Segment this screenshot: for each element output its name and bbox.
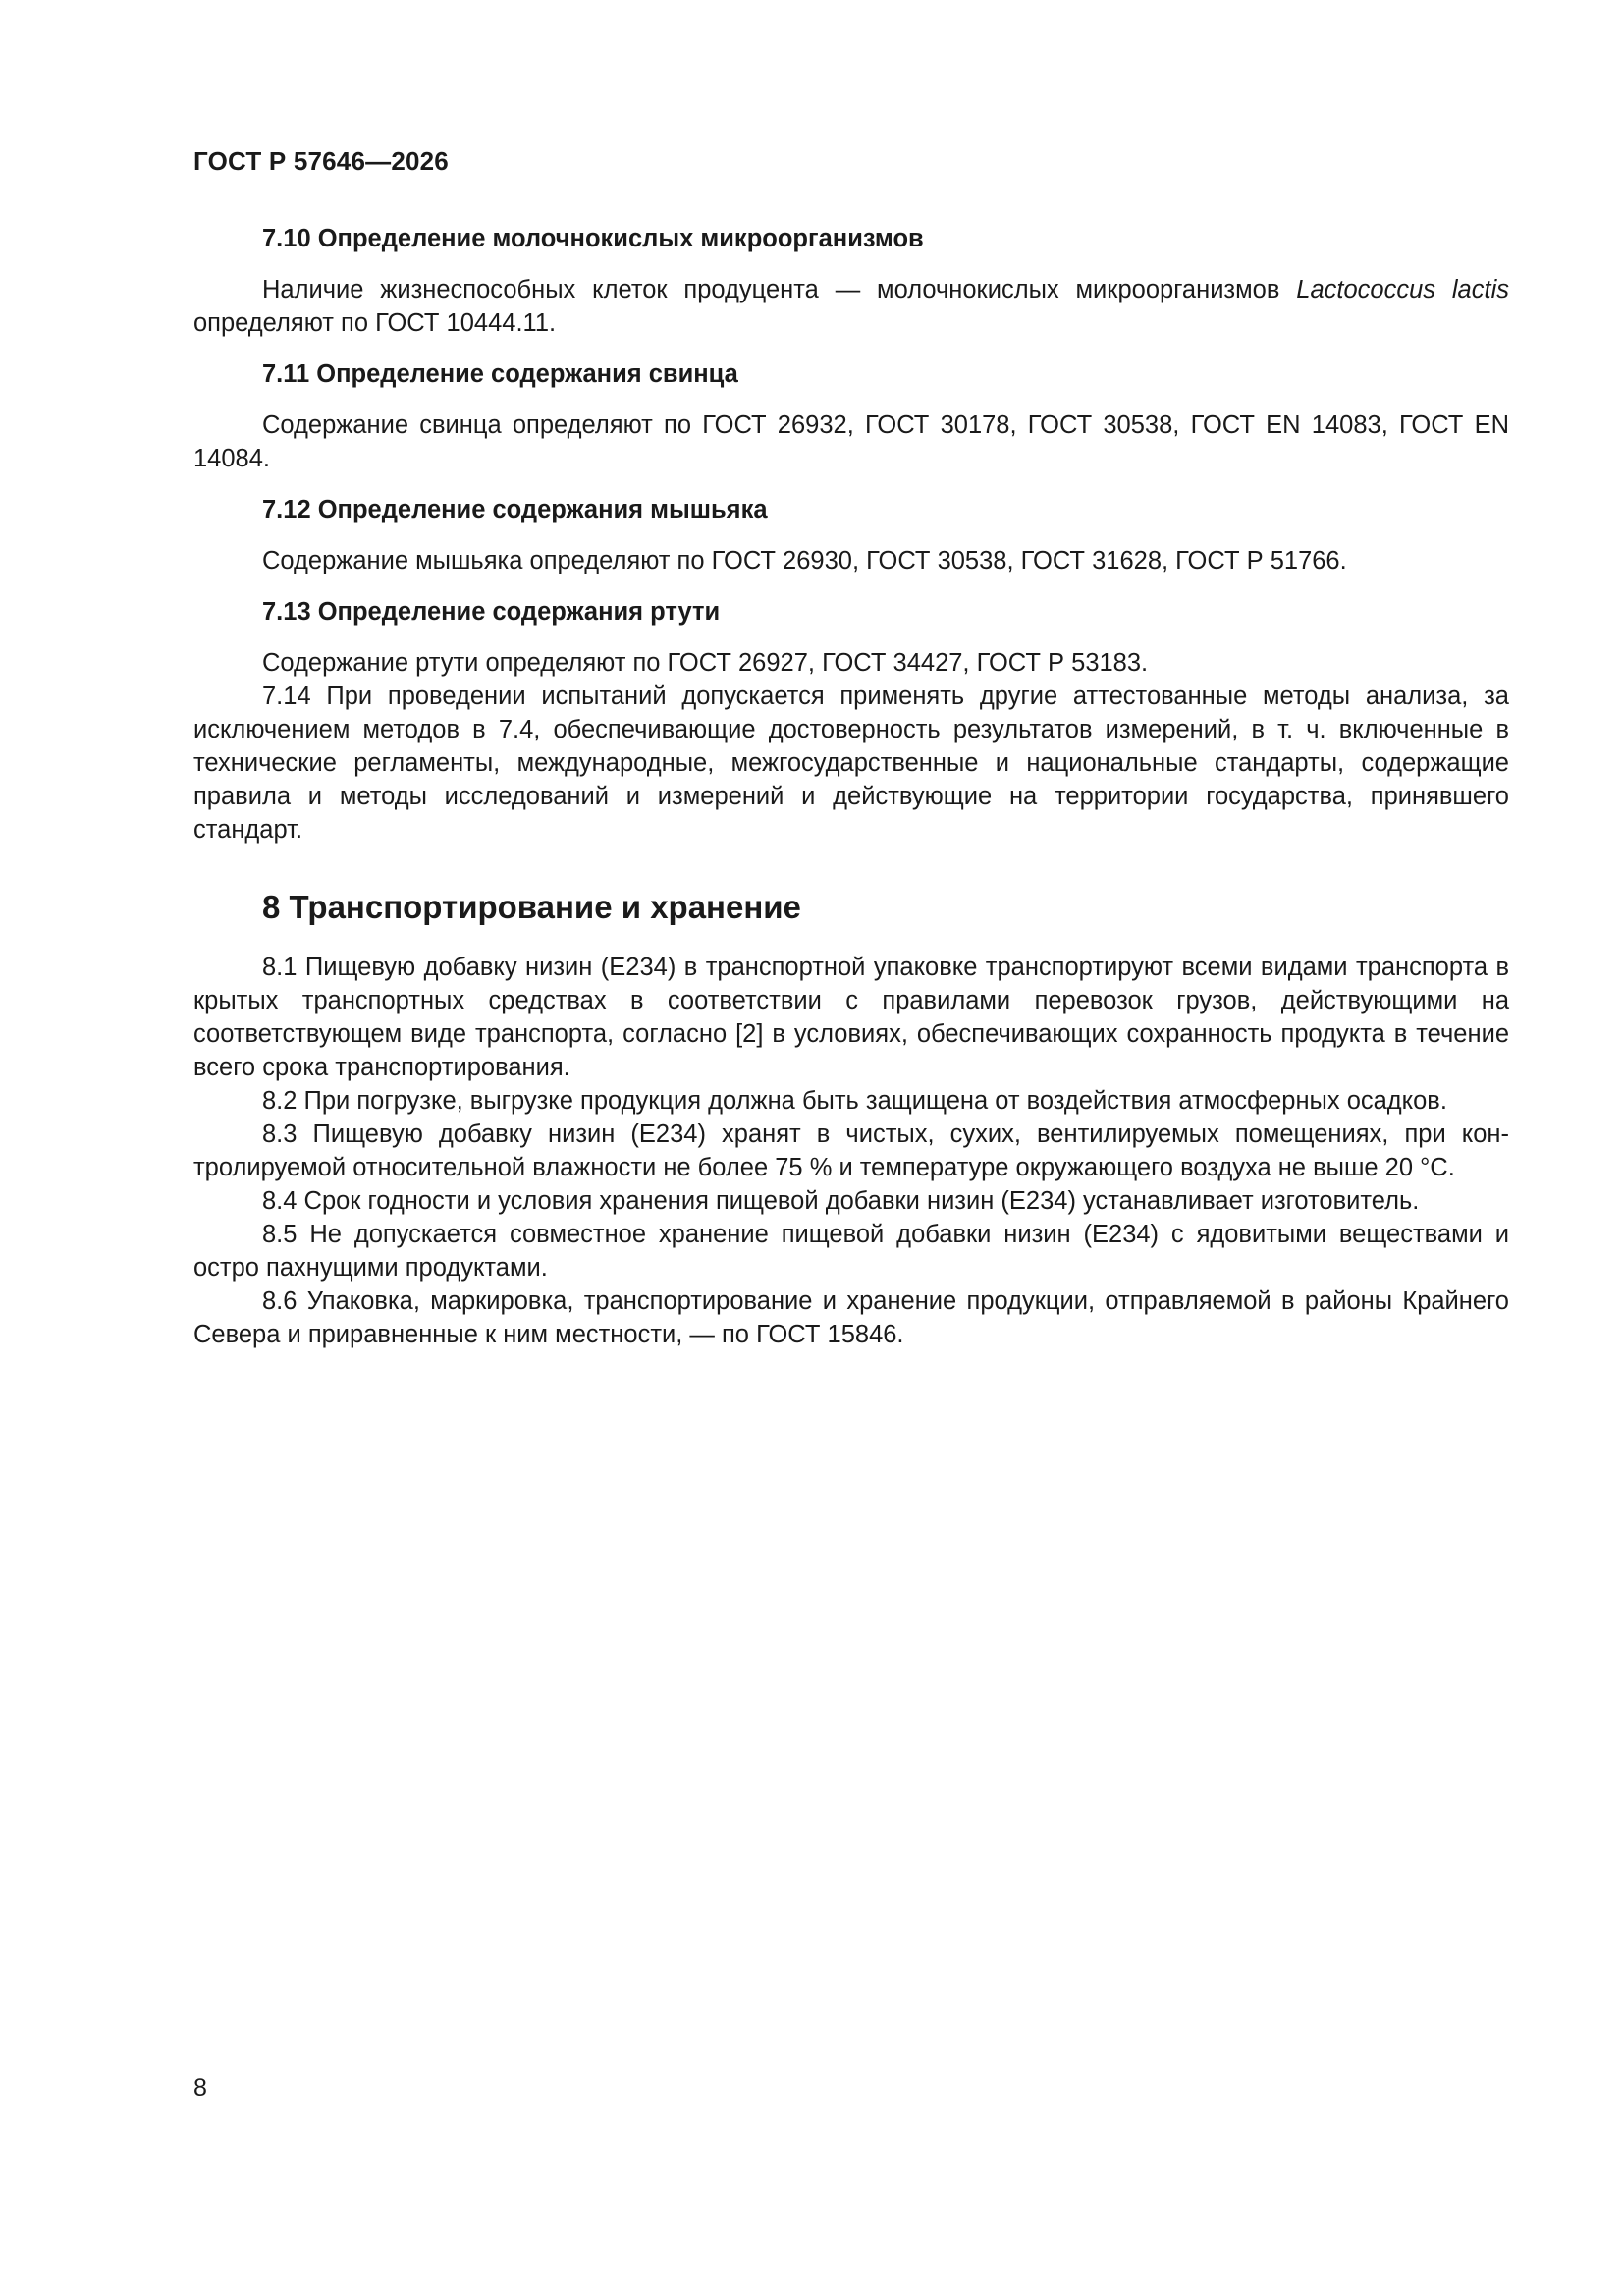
- section-heading-8: 8 Транспортирование и хранение: [262, 889, 801, 925]
- paragraph-7-12: Содержание мышьяка определяют по ГОСТ 26930, ГОСТ 30538, ГОСТ 31628, ГОСТ Р 51766.: [262, 547, 1347, 574]
- section-heading-7-13: 7.13 Определение содержания ртути: [262, 598, 721, 626]
- paragraph-7-11: Содержание свинца определяют по ГОСТ 26932, ГОСТ 30178, ГОСТ 30538, ГОСТ EN 14083, ГОСТ EN 14084.: [193, 411, 1509, 472]
- paragraph-8-3: 8.3 Пищевую добавку низин (E234) хранят в чистых, сухих, вентилируемых помещениях, при контролируемой относительной влажности не более 75 % и температуре окружающего воздуха не выше 20 °С.: [193, 1121, 1509, 1181]
- paragraph-8-5: 8.5 Не допускается совместное хранение пищевой добавки низин (E234) с ядовитыми веществами и остро пахнущими продуктами.: [193, 1221, 1509, 1282]
- paragraph-7-10-text-b: определяют по ГОСТ 10444.11.: [193, 309, 557, 337]
- paragraph-7-14: 7.14 При проведении испытаний допускается применять другие аттестованные методы анализа, за исключением методов в 7.4, обеспечивающие достоверность результатов измерений, в т. ч. включенные в технические регламенты, международные, межгосударственные и национальные стандарты, содержащие правила и методы исследований и измерений и действующие на территории государства, принявшего стандарт.: [193, 683, 1509, 844]
- paragraph-8-4: 8.4 Срок годности и условия хранения пищевой добавки низин (E234) устанавливает изготовитель.: [262, 1187, 1420, 1215]
- paragraph-7-10: [193, 273, 1509, 340]
- section-heading-7-10: 7.10 Определение молочнокислых микроорганизмов: [262, 225, 924, 252]
- section-heading-7-12: 7.12 Определение содержания мышьяка: [262, 496, 768, 523]
- section-heading-7-11: 7.11 Определение содержания свинца: [262, 360, 738, 388]
- paragraph-8-2: 8.2 При погрузке, выгрузке продукция должна быть защищена от воздействия атмосферных осадков.: [262, 1087, 1447, 1115]
- paragraph-7-13: Содержание ртути определяют по ГОСТ 26927, ГОСТ 34427, ГОСТ Р 53183.: [262, 649, 1149, 677]
- paragraph-7-10-species: Lactococcus lactis: [1296, 276, 1509, 303]
- page-number: 8: [193, 2074, 207, 2102]
- page-content: [193, 222, 1509, 1351]
- paragraph-7-10-text-a: Наличие жизнеспособных клеток продуцента — молочнокислых микроорганизмов: [262, 276, 1297, 303]
- paragraph-8-6: 8.6 Упаковка, маркировка, транспортирование и хранение продукции, отправляемой в районы Крайнего Севера и приравненные к ним местности, — по ГОСТ 15846.: [193, 1287, 1509, 1348]
- paragraph-8-1: 8.1 Пищевую добавку низин (E234) в транспортной упаковке транспортируют всеми видами транспорта в крытых транспортных средствах в соответствии с правилами перевозок грузов, действующими на соответствующем виде транспорта, согласно [2] в условиях, обеспечивающих сохранность продукта в течение всего срока транспортирования.: [193, 954, 1509, 1081]
- document-header: ГОСТ Р 57646—2026: [193, 146, 449, 176]
